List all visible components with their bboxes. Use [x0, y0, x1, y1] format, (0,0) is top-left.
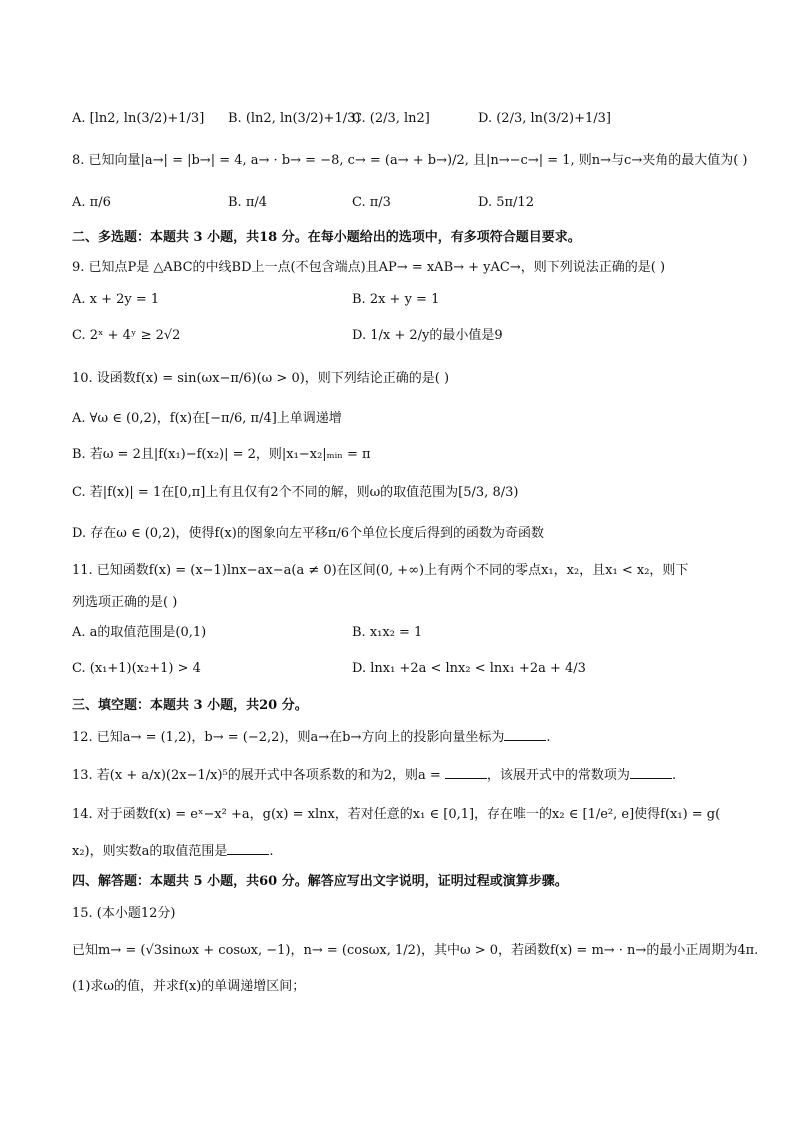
q10-option-c: C. 若|f(x)| = 1在[0,π]上有且仅有2个不同的解，则ω的取值范围为[5/3, 8/3): [72, 485, 519, 500]
q11-stem-line2: 列选项正确的是( ): [72, 595, 178, 610]
q14-line1: 14. 对于函数f(x) = eˣ−x² +a，g(x) = xlnx，若对任意的x₁ ∈ [0,1]，存在唯一的x₂ ∈ [1/e², e]使得f(x₁) = g(: [72, 807, 721, 822]
q11-option-c: C. (x₁+1)(x₂+1) > 4: [72, 661, 201, 676]
q11-stem-line1: 11. 已知函数f(x) = (x−1)lnx−ax−a(a ≠ 0)在区间(0, +∞)上有两个不同的零点x₁，x₂，且x₁ < x₂，则下: [72, 563, 689, 578]
q13: [72, 766, 676, 785]
q14-period: .: [269, 844, 274, 859]
q11-option-b: B. x₁x₂ = 1: [352, 625, 423, 640]
q10-option-a: A. ∀ω ∈ (0,2)，f(x)在[−π/6, π/4]上单调递增: [72, 411, 342, 426]
q7-option-b: B. (ln2, ln(3/2)+1/3): [228, 111, 361, 126]
q8-stem: 8. 已知向量|a→| = |b→| = 4, a→ · b→ = −8, c→ = (a→ + b→)/2, 且|n→−c→| = 1, 则n→与c→夹角的最大值为( ): [72, 153, 748, 168]
q12-text: 12. 已知a→ = (1,2)，b→ = (−2,2)，则a→在b→方向上的投影向量坐标为: [72, 730, 505, 745]
q9-option-a: A. x + 2y = 1: [72, 292, 160, 307]
q13-answer-blank-constant[interactable]: [630, 766, 672, 779]
q7-option-d: D. (2/3, ln(3/2)+1/3]: [478, 111, 611, 126]
q15-title: 15. (本小题12分): [72, 906, 176, 921]
section-multiple-choice-heading: 二、多选题：本题共 3 小题，共18 分。在每小题给出的选项中，有多项符合题目要求。: [72, 230, 581, 245]
q7-option-c: C. (2/3, ln2]: [352, 111, 430, 126]
q8-option-a: A. π/6: [72, 195, 111, 210]
q11-option-a: A. a的取值范围是(0,1): [72, 625, 207, 640]
q13-answer-blank-a[interactable]: [445, 766, 487, 779]
q15-stem: 已知m→ = (√3sinωx + cosωx, −1)，n→ = (cosωx, 1/2)，其中ω > 0，若函数f(x) = m→ · n→的最小正周期为4π.: [72, 943, 759, 958]
q9-option-c: C. 2ˣ + 4ʸ ≥ 2√2: [72, 328, 181, 343]
q13-text-mid: ，该展开式中的常数项为: [486, 768, 630, 783]
q10-option-d: D. 存在ω ∈ (0,2)，使得f(x)的图象向左平移π/6个单位长度后得到的函数为奇函数: [72, 526, 545, 541]
q9-option-b: B. 2x + y = 1: [352, 292, 440, 307]
q8-option-d: D. 5π/12: [478, 195, 534, 210]
q13-text: 13. 若(x + a/x)(2x−1/x)⁵的展开式中各项系数的和为2，则a =: [72, 768, 445, 783]
q11-option-d: D. lnx₁ +2a < lnx₂ < lnx₁ +2a + 4/3: [352, 661, 586, 676]
q9-stem: 9. 已知点P是 △ABC的中线BD上一点(不包含端点)且AP→ = xAB→ + yAC→，则下列说法正确的是( ): [72, 260, 666, 275]
q8-option-b: B. π/4: [228, 195, 268, 210]
section-solution-heading: 四、解答题：本题共 5 小题，共60 分。解答应写出文字说明，证明过程或演算步骤。: [72, 874, 568, 889]
q12-period: .: [546, 730, 551, 745]
q10-stem: 10. 设函数f(x) = sin(ωx−π/6)(ω > 0)，则下列结论正确的是( ): [72, 371, 450, 386]
q15-part1: (1)求ω的值，并求f(x)的单调递增区间；: [72, 979, 306, 994]
q9-option-d: D. 1/x + 2/y的最小值是9: [352, 328, 503, 343]
q13-period: .: [671, 768, 677, 783]
q12: [72, 728, 551, 747]
q14-answer-blank[interactable]: [227, 842, 269, 855]
q10-option-b: B. 若ω = 2且|f(x₁)−f(x₂)| = 2，则|x₁−x₂|ₘᵢₙ = π: [72, 447, 371, 462]
q14-line2: [72, 842, 274, 861]
q14-text: x₂)，则实数a的取值范围是: [72, 844, 228, 859]
q12-answer-blank[interactable]: [504, 728, 546, 741]
section-fill-in-heading: 三、填空题：本题共 3 小题，共20 分。: [72, 698, 308, 713]
q7-option-a: A. [ln2, ln(3/2)+1/3]: [72, 111, 205, 126]
q8-option-c: C. π/3: [352, 195, 391, 210]
